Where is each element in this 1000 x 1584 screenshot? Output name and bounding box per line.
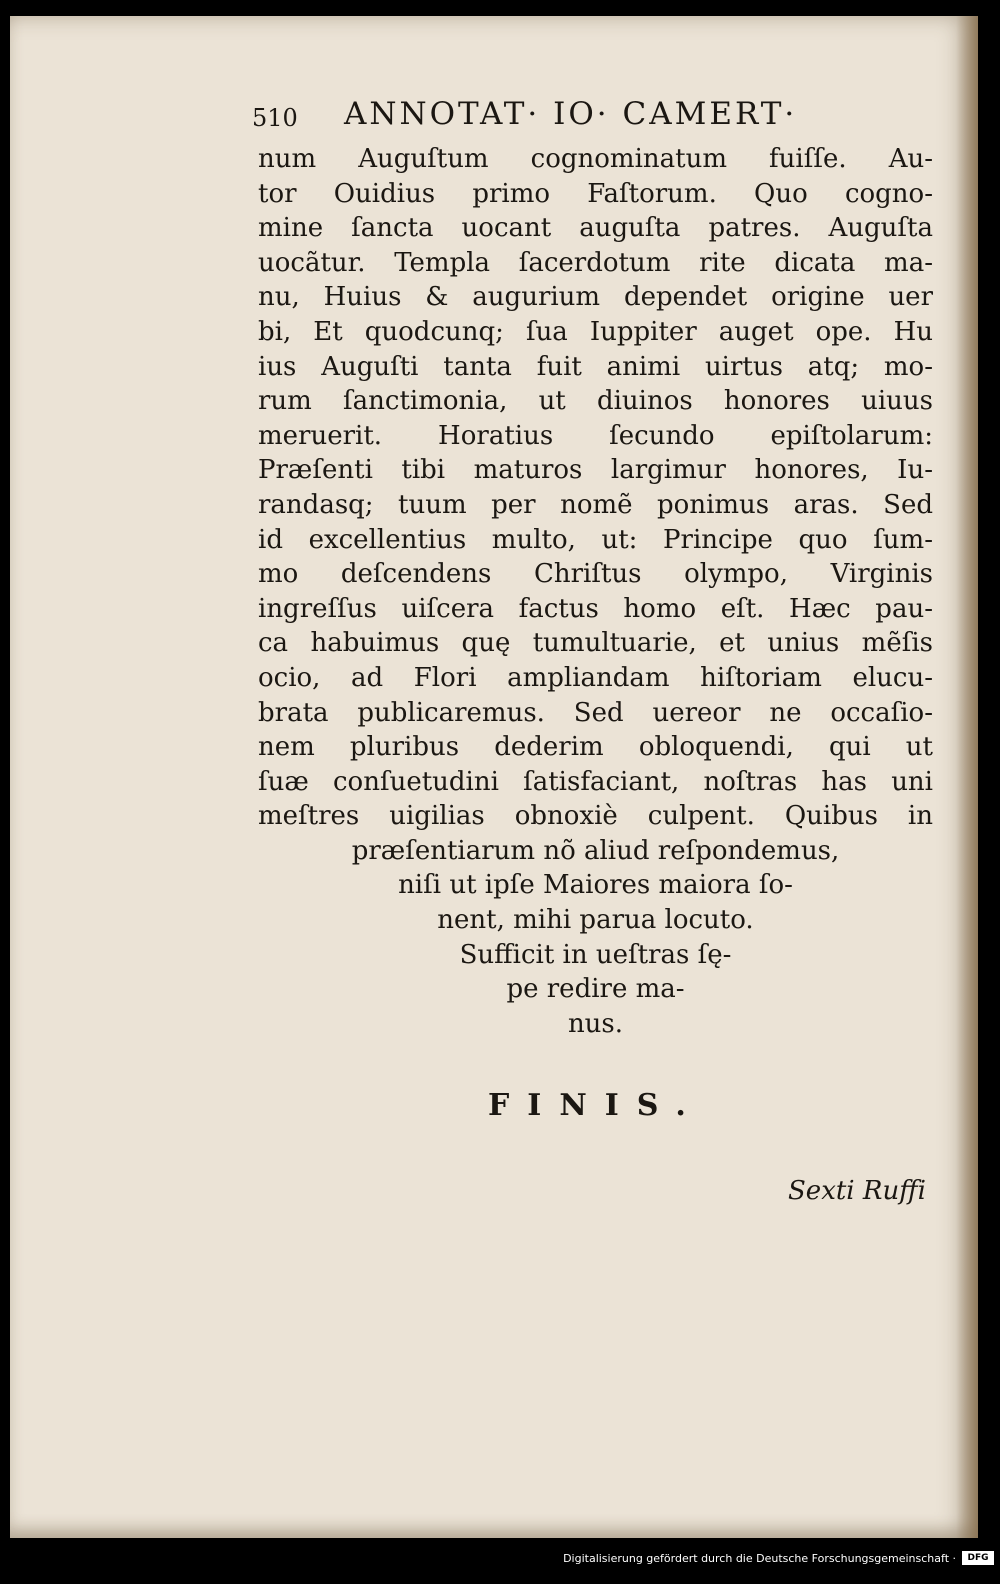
text-line: mo deſcendens Chriſtus olympo, Virginis bbox=[258, 559, 933, 590]
text-line: id excellentius multo, ut: Principe quo ſum‐ bbox=[258, 524, 933, 555]
text-line: nem pluribus dederim obloquendi, qui ut bbox=[258, 732, 933, 763]
centered-line: pe redire ma‐ bbox=[506, 974, 685, 1005]
text-line: meruerit. Horatius ſecundo epiſtolarum: bbox=[258, 420, 933, 451]
text-line: Præſenti tibi maturos largimur honores, Iu‐ bbox=[258, 455, 933, 486]
text-line: nu, Huius & augurium dependet origine uer bbox=[258, 282, 933, 313]
text-line: randasq; tuum per nomẽ ponimus aras. Sed bbox=[258, 489, 933, 520]
text-line: tor Ouidius primo Faſtorum. Quo cogno‐ bbox=[258, 178, 933, 209]
centered-line: nent, mihi parua locuto. bbox=[437, 905, 754, 936]
funding-notice: Digitalisierung gefördert durch die Deutsche Forschungsgemeinschaft · bbox=[563, 1552, 956, 1565]
centered-line: nus. bbox=[567, 1008, 624, 1039]
text-line: rum ſanctimonia, ut diuinos honores uiuus bbox=[258, 386, 933, 417]
text-line: mine ſancta uocant auguſta patres. Auguſta bbox=[258, 213, 933, 244]
centered-line: Sufficit in ueſtras ſę‐ bbox=[459, 939, 732, 970]
body-text bbox=[258, 142, 933, 1041]
centered-line: præſentiarum nõ aliud reſpondemus, bbox=[351, 835, 840, 866]
text-line: brata publicaremus. Sed uereor ne occaſio‐ bbox=[258, 697, 933, 728]
text-line: num Auguſtum cognominatum fuiſſe. Au‐ bbox=[258, 144, 933, 174]
dfg-logo-icon: DFG bbox=[962, 1551, 994, 1565]
running-head: ANNOTAT· IO· CAMERT· bbox=[344, 96, 798, 132]
text-line: ocio, ad Flori ampliandam hiſtoriam elucu‐ bbox=[258, 662, 933, 693]
page-edge-shadow bbox=[956, 16, 978, 1538]
page-number: 510 bbox=[252, 104, 298, 132]
text-line: ca habuimus quę tumultuarie, et unius mẽſis bbox=[258, 628, 933, 659]
centered-line: niſi ut ipſe Maiores maiora ſo‐ bbox=[398, 870, 793, 901]
text-line: uocãtur. Templa ſacerdotum rite dicata ma‐ bbox=[258, 247, 933, 278]
catchword: Sexti Ruffi bbox=[788, 1176, 926, 1206]
text-line: ius Auguſti tanta fuit animi uirtus atq; mo‐ bbox=[258, 351, 933, 382]
text-line: bi, Et quodcunq; ſua Iuppiter auget ope. Hu bbox=[258, 316, 933, 347]
text-line: ingreſſus uiſcera factus homo eſt. Hæc pau‐ bbox=[258, 593, 933, 624]
page-header bbox=[252, 96, 932, 136]
text-line: ſuæ conſuetudini ſatisfaciant, noſtras has uni bbox=[258, 766, 933, 797]
finis-mark: FINIS. bbox=[488, 1088, 704, 1123]
text-line: meſtres uigilias obnoxiè culpent. Quibus in bbox=[258, 801, 933, 832]
